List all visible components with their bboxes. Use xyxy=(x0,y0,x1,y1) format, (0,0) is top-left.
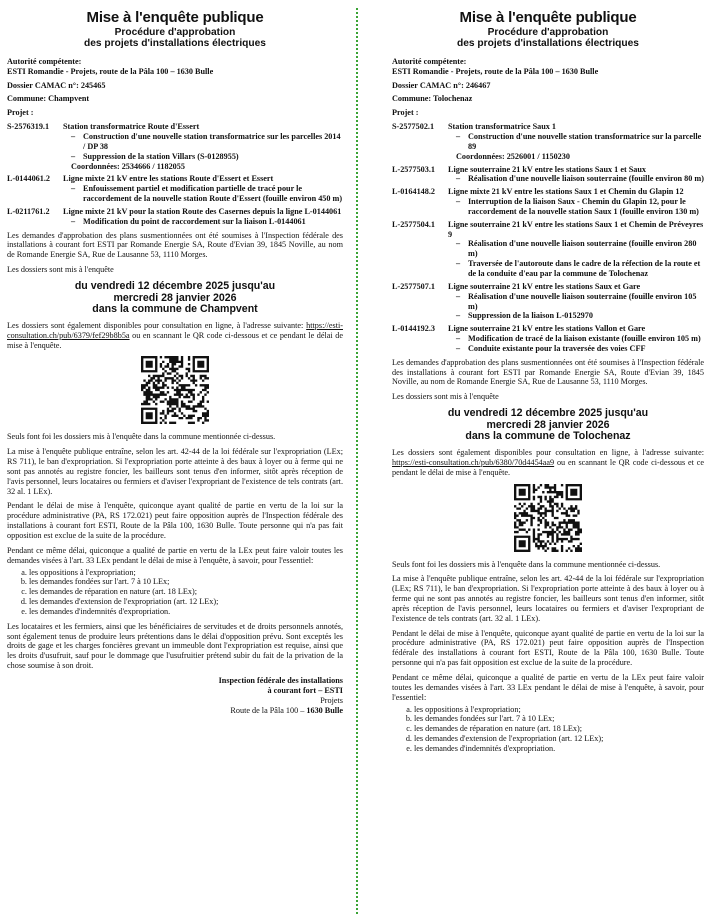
signature-line-3: Projets xyxy=(320,695,343,705)
project-subitem xyxy=(392,197,704,217)
subtitle-line-2: des projets d'installations électriques xyxy=(84,37,266,49)
authority xyxy=(7,57,343,77)
subitem-text: Traversée de l'autoroute dans le cadre de la réfection de la route et de la conduite d'eau par la commune de Tolochenaz xyxy=(468,259,701,278)
project-title: Ligne souterraine 21 kV entre les stations Vallon et Gare xyxy=(448,324,646,334)
subitem-text: Réalisation d'une nouvelle liaison souterraine (fouille environ 80 m) xyxy=(468,174,704,184)
qr-code[interactable] xyxy=(514,484,582,552)
dash-bullet: – xyxy=(71,184,76,194)
project-code: S-2577502.1 xyxy=(392,122,435,132)
signature-block xyxy=(7,676,343,715)
project-title: Ligne mixte 21 kV entre les stations Saux 1 et Chemin du Glapin 12 xyxy=(448,187,684,197)
signature-line-1: Inspection fédérale des installations xyxy=(218,675,343,685)
claims-list-item: b. les demandes fondées sur l'art. 7 à 10 LEx; xyxy=(29,577,343,587)
project-entry xyxy=(392,187,704,197)
project-subitem xyxy=(392,174,704,184)
online-text: Les dossiers sont également disponibles pour consultation en ligne, à l'adresse suivante: xyxy=(392,448,704,458)
subtitle-line-1: Procédure d'approbation xyxy=(487,26,609,38)
subitem-text: Modification de tracé de la liaison existante (fouille environ 105 m) xyxy=(468,334,701,344)
dates-line-2: mercredi 28 janvier 2026 xyxy=(486,418,610,431)
dash-bullet: – xyxy=(71,132,76,141)
authority-label: Autorité compétente: xyxy=(7,56,82,66)
project-code: L-0164148.2 xyxy=(392,187,435,197)
dossier-number: Dossier CAMAC n°: 245465 xyxy=(7,80,106,90)
claims-list-item: e. les demandes d'indemnités d'expropriation. xyxy=(29,607,343,617)
dash-bullet: – xyxy=(456,343,461,353)
dash-bullet: – xyxy=(456,311,461,321)
notice-subtitle xyxy=(7,27,343,49)
online-text-after: ou en scannant le QR code ci-dessous et ce pendant le délai de mise à l'enquête. xyxy=(7,330,343,350)
project-label: Projet : xyxy=(392,108,419,118)
project-code: L-0211761.2 xyxy=(7,206,50,216)
online-text: Les dossiers sont également disponibles pour consultation en ligne, à l'adresse suivante: xyxy=(7,320,307,330)
commune: Commune: Tolochenaz xyxy=(392,94,473,104)
dash-bullet: – xyxy=(456,259,461,269)
lex-paragraph: Pendant ce même délai, quiconque a qualité de partie en vertu de la LEx peut faire valoir toutes les demandes visées à l'art. 33 LEx pendant le délai de mise à l'enquête, à savoir, pour l'essentiel: xyxy=(7,545,343,565)
online-paragraph xyxy=(392,448,704,478)
project-title: Station transformatrice Route d'Essert xyxy=(63,122,200,132)
signature-line-4 xyxy=(7,706,343,716)
applications-paragraph: Les demandes d'approbation des plans susmentionnées ont été soumises à l'Inspection fédérale des installations à courant fort ESTI par Romande Energie SA, Route d'Evian 39, 1845 Noville, au nom de Romande Energie SA, Rue de Lausanne 53, 1110 Morges. xyxy=(392,357,704,387)
claims-list-item: a. les oppositions à l'expropriation; xyxy=(414,705,704,715)
dash-bullet: – xyxy=(456,291,461,301)
project-subitem xyxy=(392,259,704,279)
project-subitem xyxy=(392,334,704,344)
project-subitem xyxy=(7,184,343,204)
column-divider xyxy=(356,8,358,914)
project-coordinates: Coordonnées: 2526001 / 1150230 xyxy=(456,151,570,161)
subitem-text: Réalisation d'une nouvelle liaison souterraine (fouille environ 280 m) xyxy=(468,239,697,259)
qr-code[interactable] xyxy=(141,356,209,424)
signature-address: Route de la Pâla 100 – xyxy=(230,705,307,715)
opposition-paragraph: Pendant le délai de mise à l'enquête, quiconque ayant qualité de partie en vertu de la loi sur la procédure administrative (PA, RS 172.021) peut faire opposition auprès de l'Inspection fédérale des installations à courant fort ESTI, Route de la Pâla 100, 1630 Bulle. Toute personne qui n'a pas fait opposition est exclue de la suite de la procédure. xyxy=(7,501,343,541)
subtitle-line-2: des projets d'installations électriques xyxy=(457,37,639,49)
dossier-number: Dossier CAMAC n°: 246467 xyxy=(392,80,491,90)
project-subitem xyxy=(392,132,704,152)
expropriation-paragraph: La mise à l'enquête publique entraîne, selon les art. 42-44 de la loi fédérale sur l'expropriation (LEx; RS 711), le ban d'expropriation. Si l'expropriation porte atteinte à des baux à loyer ou à ferme qui ne sont pas annotés au registre foncier, les bailleurs sont tenus d'en informer, sitôt après réception de l'avis personnel, leurs locataires ou fermiers et d'aviser l'expropriant de l'existence de tels contrats (art. 32 al. 1 LEx). xyxy=(392,574,704,623)
authority-label: Autorité compétente: xyxy=(392,56,467,66)
subtitle-line-1: Procédure d'approbation xyxy=(114,26,236,38)
subitem-text: Suppression de la station Villars (S-0128955) xyxy=(83,151,239,161)
project-subitem xyxy=(7,152,343,162)
enquiry-dates xyxy=(392,408,704,443)
project-code: L-2577507.1 xyxy=(392,281,435,291)
project-code: L-2577503.1 xyxy=(392,164,435,174)
notice-tolochenaz xyxy=(392,10,704,759)
subitem-text: Construction d'une nouvelle station transformatrice sur les parcelles 2014 / DP 38 xyxy=(83,132,341,151)
signature-city: 1630 Bulle xyxy=(306,705,343,715)
dash-bullet: – xyxy=(71,216,76,226)
claims-list xyxy=(7,568,343,617)
subitem-text: Suppression de la liaison L-0152970 xyxy=(468,311,593,321)
project-entry xyxy=(7,207,343,217)
project-entry xyxy=(392,282,704,292)
project-title: Ligne mixte 21 kV entre les stations Route d'Essert et Essert xyxy=(63,174,274,184)
notice-title: Mise à l'enquête publique xyxy=(459,9,637,26)
project-title: Ligne souterraine 21 kV entre les stations Saux 1 et Saux xyxy=(448,164,647,174)
project-entry xyxy=(7,122,343,132)
consultation-link[interactable]: https://esti-consultation.ch/pub/6379/fef29b8b5a xyxy=(7,320,343,340)
subitem-text: Réalisation d'une nouvelle liaison souterraine (fouille environ 105 m) xyxy=(468,291,697,311)
subitem-text: Interruption de la liaison Saux - Chemin du Glapin 12, pour le raccordement de la nouvelle station Saux 1 (fouille environ 130 m) xyxy=(468,197,699,216)
claims-list-item: b. les demandes fondées sur l'art. 7 à 10 LEx; xyxy=(414,714,704,724)
dates-line-3: dans la commune de Tolochenaz xyxy=(465,430,631,443)
project-title: Ligne souterraine 21 kV entre les stations Saux 1 et Chemin de Préveyres 9 xyxy=(448,219,704,239)
project-subitem xyxy=(392,344,704,354)
lex-paragraph: Pendant ce même délai, quiconque a qualité de partie en vertu de la LEx peut faire valoir toutes les demandes visées à l'art. 33 LEx pendant le délai de mise à l'enquête, à savoir, pour l'essentiel: xyxy=(392,672,704,702)
dash-bullet: – xyxy=(456,174,461,184)
applications-paragraph: Les demandes d'approbation des plans susmentionnées ont été soumises à l'Inspection fédérale des installations à courant fort ESTI par Romande Energie SA, Route d'Evian 39, 1845 Noville, au nom de Romande Energie SA, Rue de Lausanne 53, 1110 Morges. xyxy=(7,230,343,260)
opposition-paragraph: Pendant le délai de mise à l'enquête, quiconque ayant qualité de partie en vertu de la loi sur la procédure administrative (PA, RS 172.021) peut faire opposition auprès de l'Inspection fédérale des installations à courant fort ESTI, Route de la Pâla 100, 1630 Bulle. Toute personne qui n'a pas fait opposition est exclue de la suite de la procédure. xyxy=(392,628,704,668)
project-entry xyxy=(392,324,704,334)
subitem-text: Construction d'une nouvelle station transformatrice sur la parcelle 89 xyxy=(468,132,702,151)
commune: Commune: Champvent xyxy=(7,94,90,104)
project-subitem xyxy=(7,132,343,152)
authority xyxy=(392,57,704,77)
dates-line-1: du vendredi 12 décembre 2025 jusqu'au xyxy=(74,279,276,292)
claims-list xyxy=(392,705,704,754)
notice-subtitle xyxy=(392,27,704,49)
validity-paragraph: Seuls font foi les dossiers mis à l'enquête dans la commune mentionnée ci-dessus. xyxy=(7,432,276,442)
enquiry-dates xyxy=(7,281,343,316)
claims-list-item: a. les oppositions à l'expropriation; xyxy=(29,568,343,578)
dash-bullet: – xyxy=(456,132,461,141)
dash-bullet: – xyxy=(456,197,461,207)
subitem-text: Conduite existante pour la traversée des voies CFF xyxy=(468,343,646,353)
project-coordinates: Coordonnées: 2534666 / 1182055 xyxy=(71,161,185,171)
project-entry xyxy=(7,174,343,184)
project-list xyxy=(7,122,343,226)
subitem-text: Modification du point de raccordement sur la liaison L-0144061 xyxy=(83,216,306,226)
dash-bullet: – xyxy=(71,151,76,161)
project-subitem xyxy=(392,239,704,259)
project-label: Projet : xyxy=(7,108,34,118)
online-paragraph xyxy=(7,321,343,351)
dossiers-paragraph: Les dossiers sont mis à l'enquête xyxy=(392,392,499,402)
dash-bullet: – xyxy=(456,239,461,249)
project-entry xyxy=(392,122,704,132)
dates-line-3: dans la commune de Champvent xyxy=(92,303,258,316)
validity-paragraph: Seuls font foi les dossiers mis à l'enquête dans la commune mentionnée ci-dessus. xyxy=(392,559,661,569)
claims-list-item: d. les demandes d'extension de l'expropriation (art. 12 LEx); xyxy=(29,597,343,607)
authority-value: ESTI Romandie - Projets, route de la Pâla 100 – 1630 Bulle xyxy=(7,66,214,76)
claims-list-item: d. les demandes d'extension de l'expropriation (art. 12 LEx); xyxy=(414,734,704,744)
notice-title: Mise à l'enquête publique xyxy=(86,9,264,26)
tenants-paragraph: Les locataires et les fermiers, ainsi que les bénéficiaires de servitudes et de droits personnels annotés, sont également tenus de produire leurs prétentions dans le délai d'opposition prévu. Sont exceptés les droits de gage et les charges foncières grevant un immeuble dont l'expropriation est requise, ainsi que les droits d'usufruit, sauf pour le dommage que l'usufruitier prétend subir du fait de la privation de la chose soumise à son droit. xyxy=(7,621,343,671)
project-code: L-2577504.1 xyxy=(392,219,435,229)
project-title: Ligne souterraine 21 kV entre les stations Saux et Gare xyxy=(448,281,641,291)
project-list xyxy=(392,122,704,354)
expropriation-paragraph: La mise à l'enquête publique entraîne, selon les art. 42-44 de la loi fédérale sur l'expropriation (LEx; RS 711), le ban d'expropriation. Si l'expropriation porte atteinte à des baux à loyer ou à ferme qui ne sont pas annotés au registre foncier, les bailleurs sont tenus d'en informer, sitôt après réception de l'avis personnel, leurs locataires ou fermiers et d'aviser l'expropriant de l'existence de tels contrats (art. 32 al. 1 LEx). xyxy=(7,447,343,496)
subitem-text: Enfouissement partiel et modification partielle de tracé pour le raccordement de la nouvelle station Route d'Essert (fouille environ 450 m) xyxy=(83,184,343,204)
dates-line-2: mercredi 28 janvier 2026 xyxy=(113,291,237,304)
project-title: Ligne mixte 21 kV pour la station Route des Casernes depuis la ligne L-0144061 xyxy=(63,206,342,216)
notice-champvent xyxy=(7,10,343,715)
dash-bullet: – xyxy=(456,334,461,344)
signature-line-2: à courant fort – ESTI xyxy=(267,685,343,695)
project-entry xyxy=(392,165,704,175)
online-text-after: ou en scannant le QR code ci-dessous et ce pendant le délai de mise à l'enquête. xyxy=(392,457,704,477)
claims-list-item: e. les demandes d'indemnités d'expropriation. xyxy=(414,744,704,754)
project-title: Station transformatrice Saux 1 xyxy=(448,122,557,132)
project-code: L-0144061.2 xyxy=(7,174,50,184)
claims-list-item: c. les demandes de réparation en nature (art. 18 LEx); xyxy=(29,587,343,597)
project-entry xyxy=(392,220,704,240)
project-subitem xyxy=(392,311,704,321)
consultation-link[interactable]: https://esti-consultation.ch/pub/6380/70d4454aa9 xyxy=(392,457,555,467)
dates-line-1: du vendredi 12 décembre 2025 jusqu'au xyxy=(447,407,649,420)
project-code: L-0144192.3 xyxy=(392,324,435,334)
project-subitem xyxy=(7,217,343,227)
project-subitem xyxy=(392,292,704,312)
project-code: S-2576319.1 xyxy=(7,122,50,132)
dossiers-paragraph: Les dossiers sont mis à l'enquête xyxy=(7,265,114,275)
authority-value: ESTI Romandie - Projets, route de la Pâla 100 – 1630 Bulle xyxy=(392,66,599,76)
claims-list-item: c. les demandes de réparation en nature (art. 18 LEx); xyxy=(414,724,704,734)
